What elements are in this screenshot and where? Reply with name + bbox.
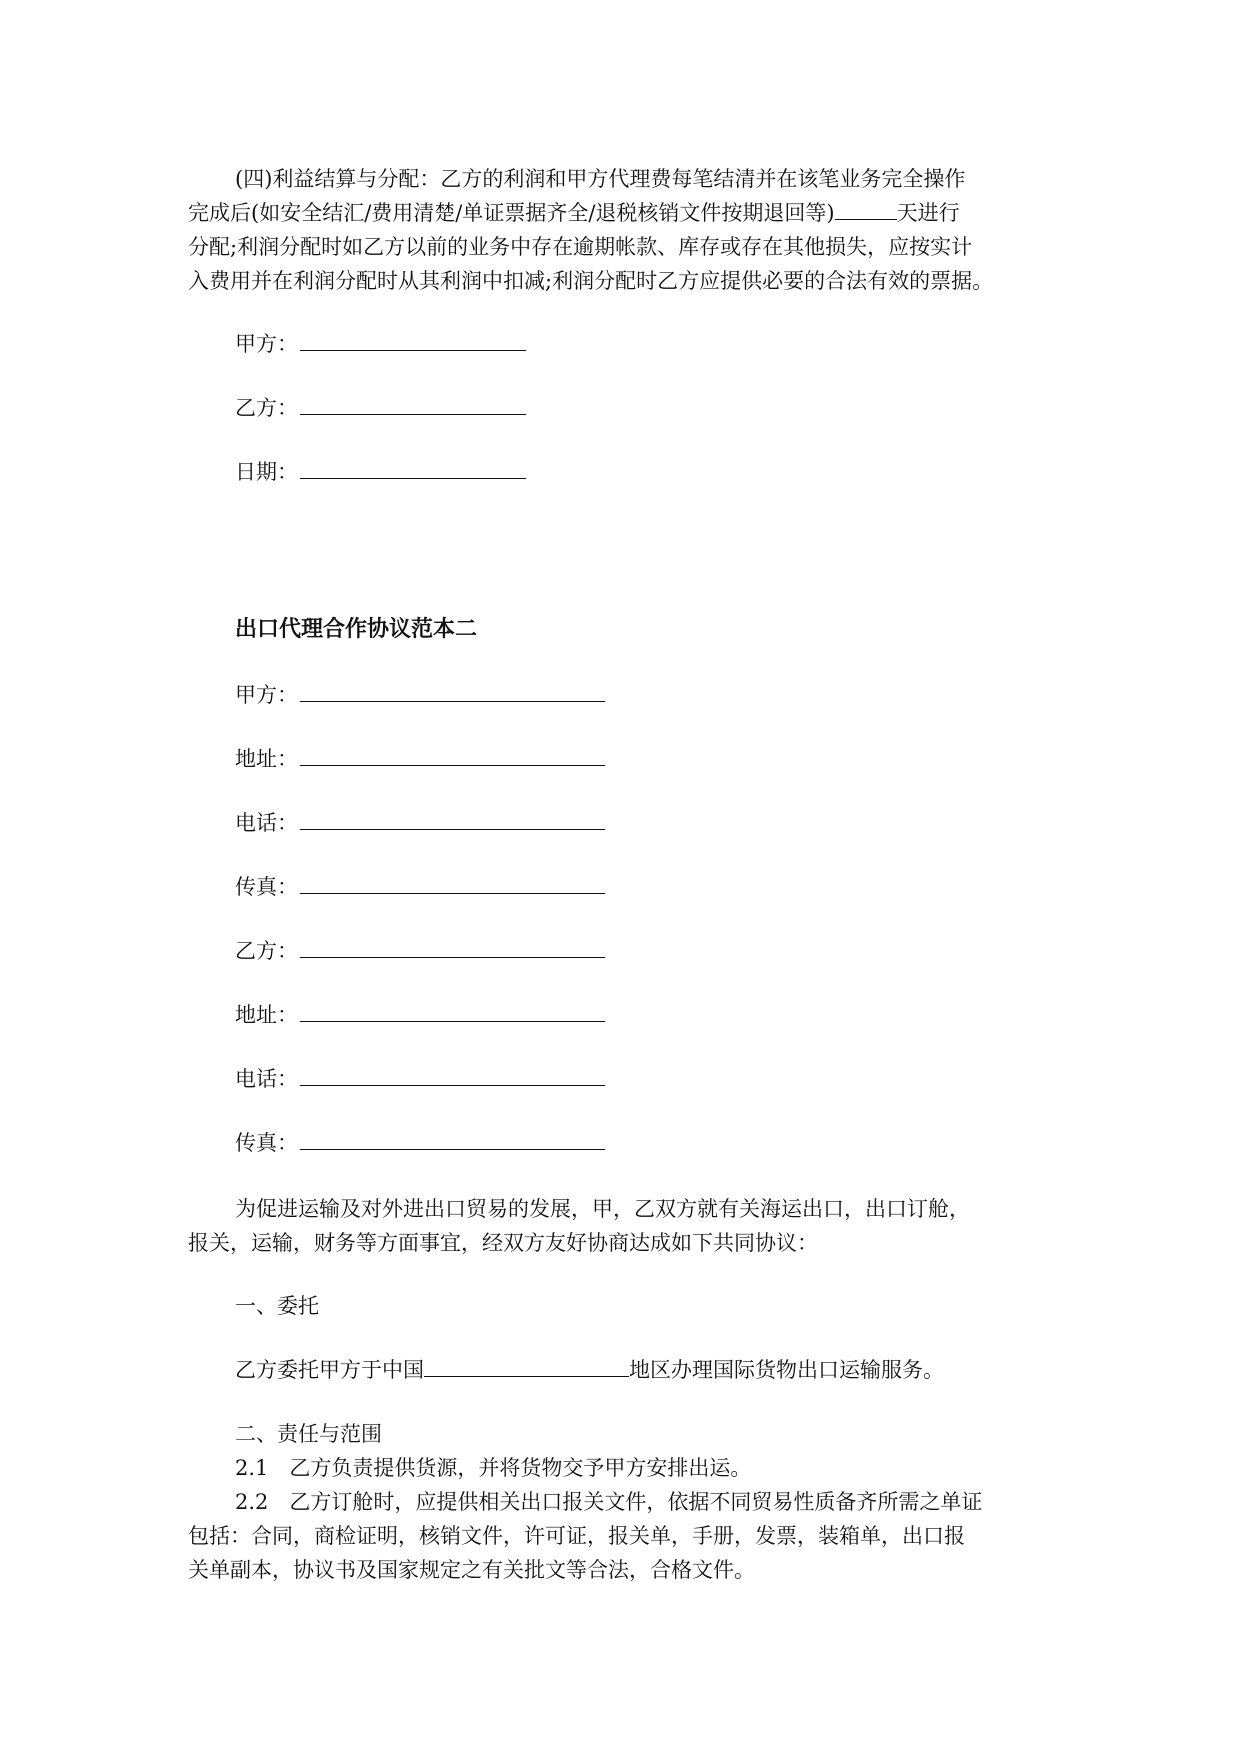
party-b-address-blank[interactable]	[300, 999, 605, 1022]
party-b-fax-blank[interactable]	[300, 1127, 605, 1150]
section4-line1: (四)利益结算与分配：乙方的利润和甲方代理费每笔结清并在该笔业务完全操作	[235, 167, 966, 191]
section4-line4: 入费用并在利润分配时从其利润中扣减;利润分配时乙方应提供必要的合法有效的票据。	[188, 269, 994, 293]
clause2-item2-line3: 关单副本，协议书及国家规定之有关批文等合法，合格文件。	[188, 1558, 755, 1582]
party-b-field	[235, 935, 605, 967]
party-b-fax-label: 传真：	[235, 1131, 298, 1155]
sign-date-blank[interactable]	[300, 456, 526, 479]
party-b-fax-field	[235, 1127, 605, 1159]
clause1-text	[235, 1354, 944, 1386]
clause2-item2-line2: 包括：合同，商检证明，核销文件，许可证，报关单，手册，发票，装箱单，出口报	[188, 1524, 965, 1548]
section4-line2-tail: 天进行	[896, 201, 960, 225]
section4-line3: 分配;利润分配时如乙方以前的业务中存在逾期帐款、库存或存在其他损失，应按实计	[188, 235, 973, 259]
sign-party-a-field	[235, 328, 526, 360]
party-b-phone-field	[235, 1063, 605, 1095]
party-a-phone-blank[interactable]	[300, 807, 605, 830]
party-b-blank[interactable]	[300, 935, 605, 958]
clause1-text-pre: 乙方委托甲方于中国	[235, 1358, 424, 1382]
sign-party-a-label: 甲方：	[235, 332, 298, 356]
sign-party-a-blank[interactable]	[300, 328, 526, 351]
party-a-fax-field	[235, 871, 605, 903]
sign-party-b-label: 乙方：	[235, 396, 298, 420]
party-a-phone-field	[235, 807, 605, 839]
clause1-text-post: 地区办理国际货物出口运输服务。	[629, 1358, 944, 1382]
party-a-address-blank[interactable]	[300, 743, 605, 766]
sign-party-b-blank[interactable]	[300, 392, 526, 415]
party-a-fax-blank[interactable]	[300, 871, 605, 894]
party-b-address-label: 地址：	[235, 1003, 298, 1027]
sign-date-label: 日期：	[235, 460, 298, 484]
clause2-heading: 二、责任与范围	[235, 1422, 382, 1446]
intro-line1: 为促进运输及对外进出口贸易的发展，甲，乙双方就有关海运出口，出口订舱，	[235, 1197, 970, 1221]
party-b-label: 乙方：	[235, 939, 298, 963]
party-a-fax-label: 传真：	[235, 875, 298, 899]
sign-party-b-field	[235, 392, 526, 424]
party-a-phone-label: 电话：	[235, 811, 298, 835]
days-blank[interactable]	[835, 197, 897, 220]
sign-date-field	[235, 456, 526, 488]
agreement-title: 出口代理合作协议范本二	[235, 617, 478, 642]
party-a-field	[235, 679, 605, 711]
party-b-phone-blank[interactable]	[300, 1063, 605, 1086]
region-blank[interactable]	[424, 1354, 629, 1377]
party-a-address-label: 地址：	[235, 747, 298, 771]
party-a-label: 甲方：	[235, 683, 298, 707]
party-b-address-field	[235, 999, 605, 1031]
clause1-heading: 一、委托	[235, 1294, 319, 1318]
party-a-blank[interactable]	[300, 679, 605, 702]
section4-line2-text: 完成后(如安全结汇/费用清楚/单证票据齐全/退税核销文件按期退回等)	[188, 201, 835, 225]
clause2-item1: 2.1 乙方负责提供货源，并将货物交予甲方安排出运。	[235, 1456, 752, 1480]
party-b-phone-label: 电话：	[235, 1067, 298, 1091]
clause2-item2-line1: 2.2 乙方订舱时，应提供相关出口报关文件，依据不同贸易性质备齐所需之单证	[235, 1490, 983, 1514]
intro-line2: 报关，运输，财务等方面事宜，经双方友好协商达成如下共同协议：	[188, 1231, 818, 1255]
section4-line2	[188, 197, 960, 229]
party-a-address-field	[235, 743, 605, 775]
